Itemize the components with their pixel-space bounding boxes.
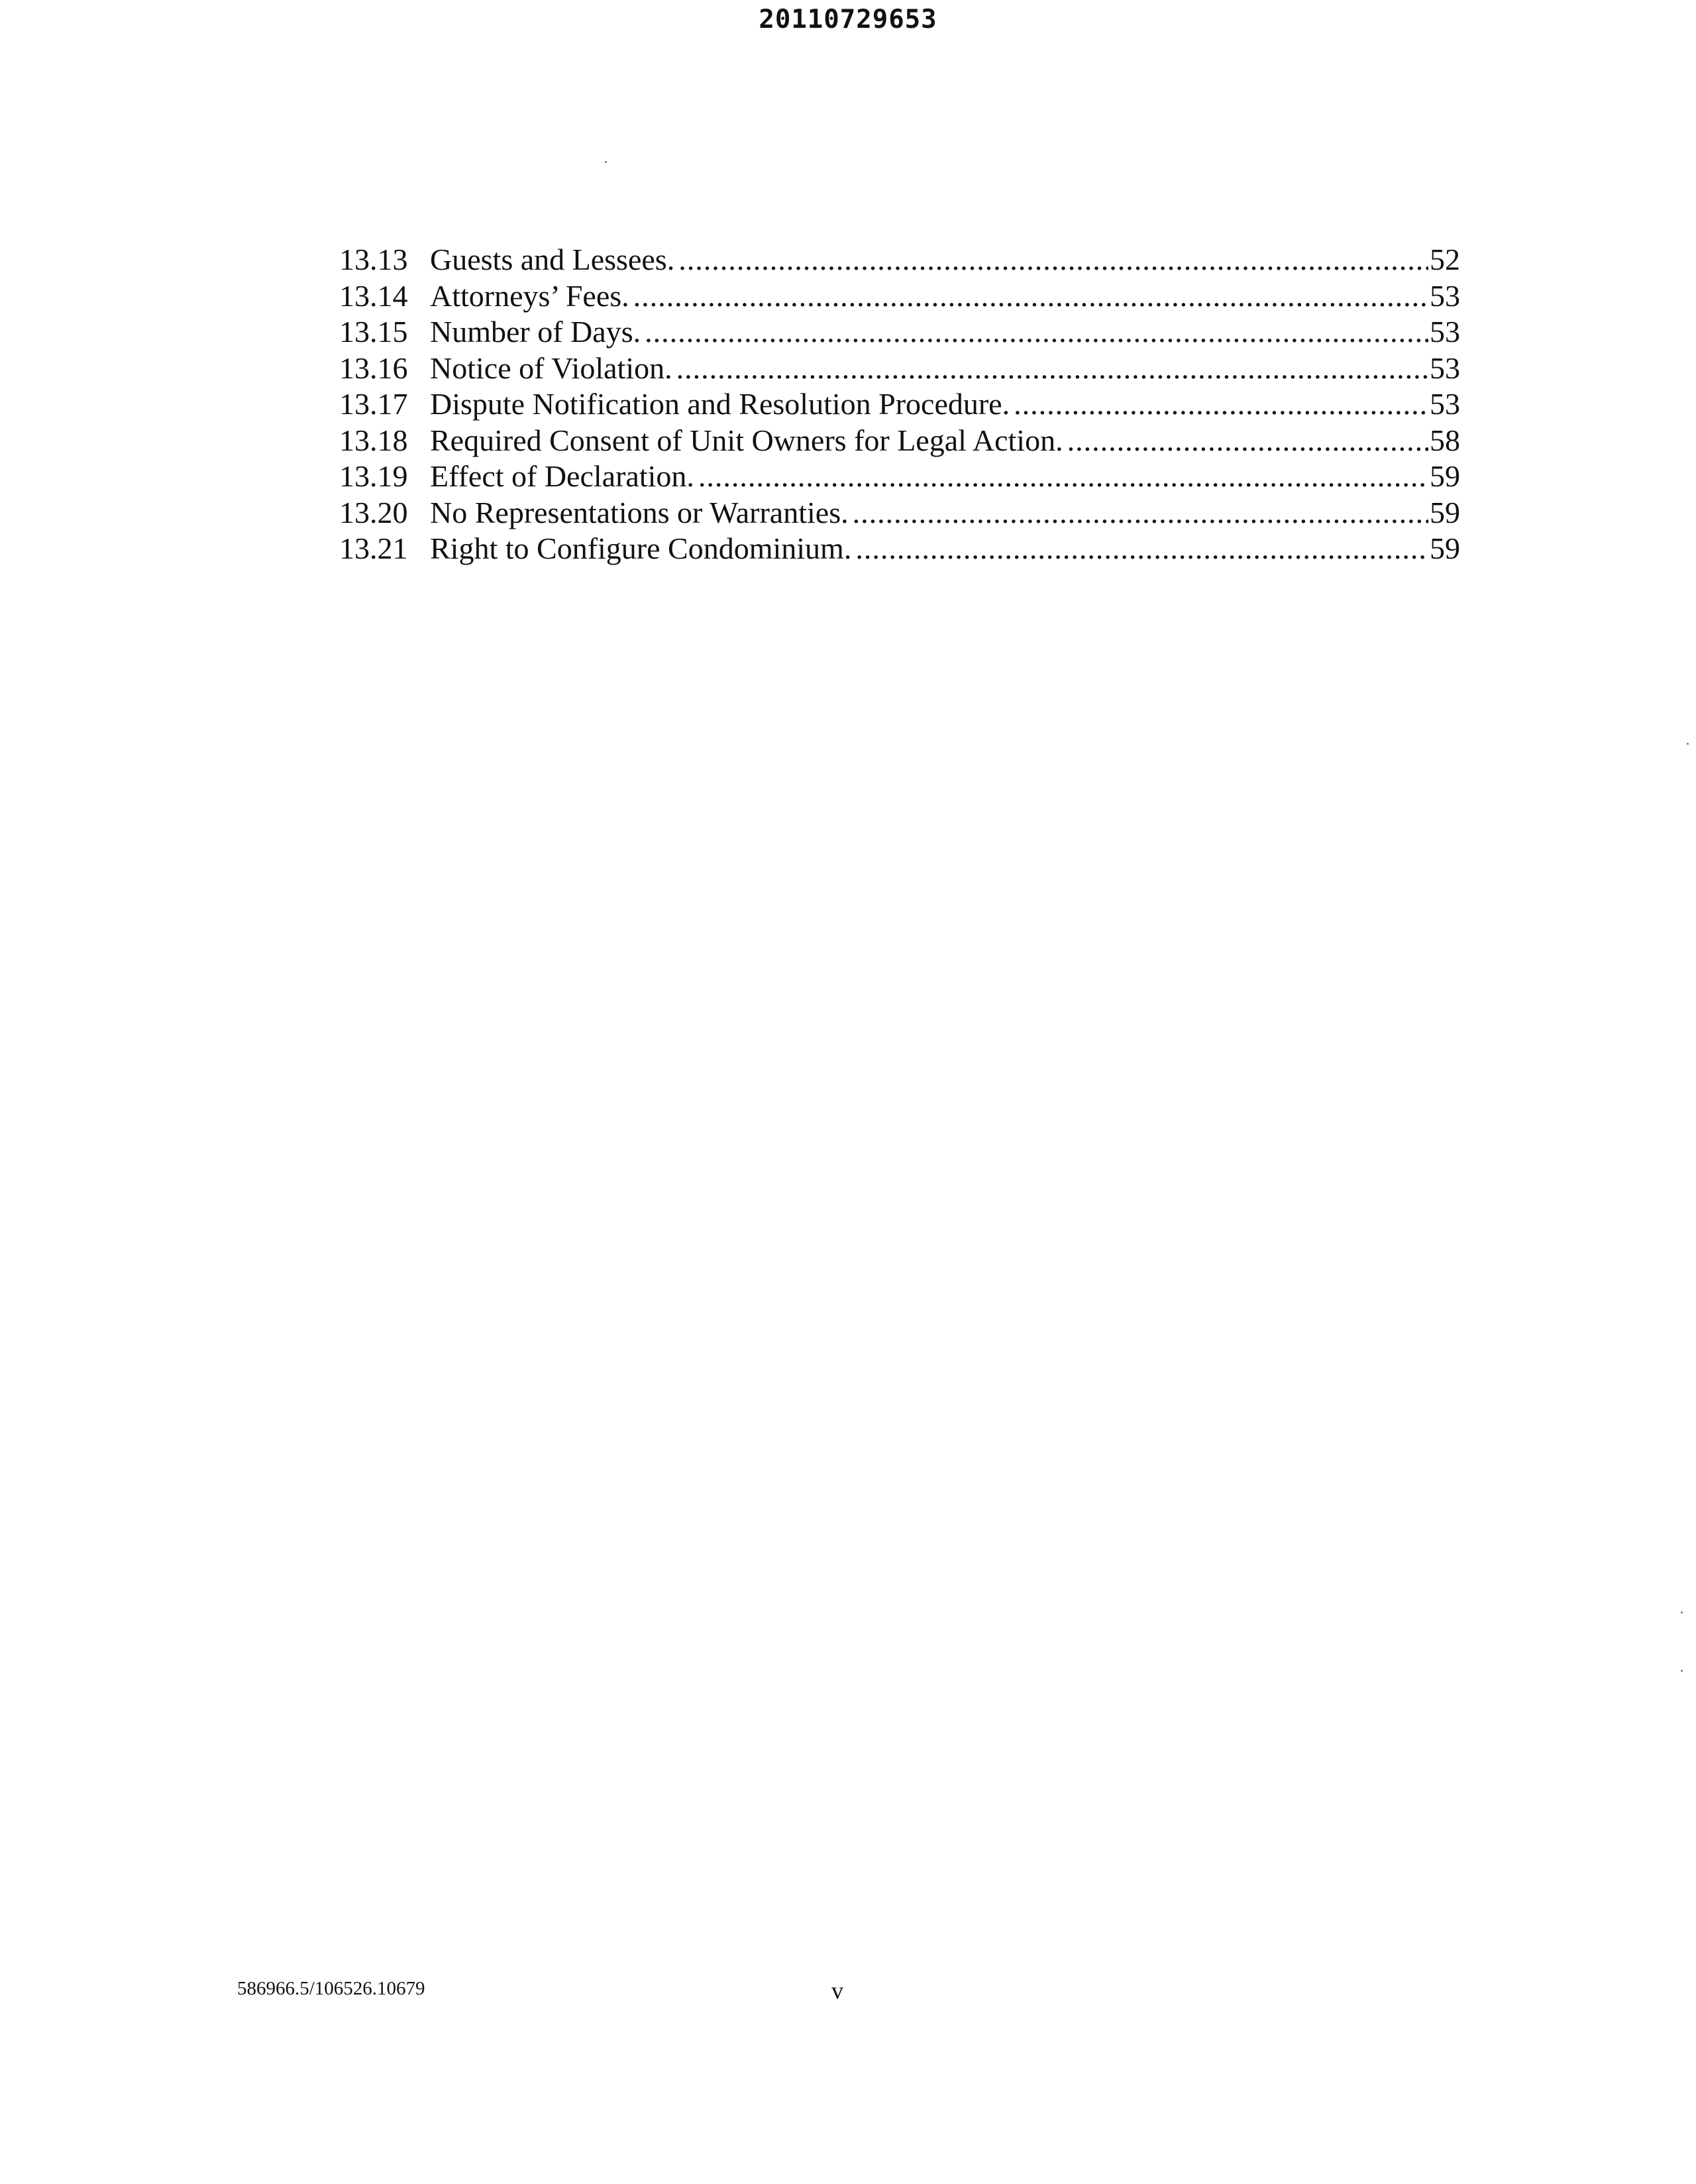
toc-page-number: 58 [1430,423,1460,457]
toc-page-number: 59 [1430,495,1460,529]
toc-section-title: Effect of Declaration. [430,459,694,493]
toc-section-number: 13.14 [339,278,408,313]
toc-section-title: Notice of Violation. [430,351,672,385]
toc-dot-leader [678,242,1428,278]
toc-section-number: 13.17 [339,387,408,421]
toc-page-number: 59 [1430,459,1460,493]
toc-dot-leader [855,531,1428,567]
toc-section-title: Required Consent of Unit Owners for Legal Action. [430,423,1063,457]
toc-section-number: 13.20 [339,495,408,529]
toc-entry [339,242,1460,278]
toc-page-number: 53 [1430,315,1460,349]
toc-entry [339,459,1460,495]
recording-number: 20110729653 [759,5,937,34]
toc-page-number: 53 [1430,351,1460,385]
toc-entry [339,314,1460,351]
toc-section-title: Attorneys’ Fees. [430,278,629,313]
scan-speck [1687,743,1689,745]
toc-dot-leader [633,278,1428,315]
toc-entry [339,386,1460,423]
toc-entry [339,531,1460,567]
scan-speck [1681,1611,1683,1613]
toc-dot-leader [645,314,1428,351]
toc-page-number: 52 [1430,243,1460,276]
scan-speck [605,161,607,163]
toc-section-title: No Representations or Warranties. [430,495,849,529]
toc-section-title: Dispute Notification and Resolution Procedure. [430,387,1010,421]
toc-entry [339,278,1460,315]
toc-dot-leader [1067,423,1428,459]
toc-section-number: 13.16 [339,351,408,385]
scan-speck [1681,1670,1683,1672]
toc-dot-leader [676,351,1428,387]
toc-section-title: Guests and Lessees. [430,243,675,276]
toc-section-number: 13.15 [339,315,408,349]
page-number: v [831,1977,843,2004]
toc-dot-leader [698,459,1428,495]
document-id: 586966.5/106526.10679 [237,1978,425,1999]
toc-section-number: 13.18 [339,423,408,457]
toc-dot-leader [1014,386,1428,423]
toc-section-title: Number of Days. [430,315,641,349]
table-of-contents [339,242,1460,567]
toc-page-number: 53 [1430,387,1460,421]
toc-page-number: 53 [1430,278,1460,313]
toc-dot-leader [853,495,1428,531]
toc-section-number: 13.13 [339,243,408,276]
toc-page-number: 59 [1430,531,1460,565]
toc-entry [339,351,1460,387]
toc-section-number: 13.19 [339,459,408,493]
toc-section-number: 13.21 [339,531,408,565]
toc-entry [339,495,1460,531]
toc-entry [339,423,1460,459]
toc-section-title: Right to Configure Condominium. [430,531,852,565]
